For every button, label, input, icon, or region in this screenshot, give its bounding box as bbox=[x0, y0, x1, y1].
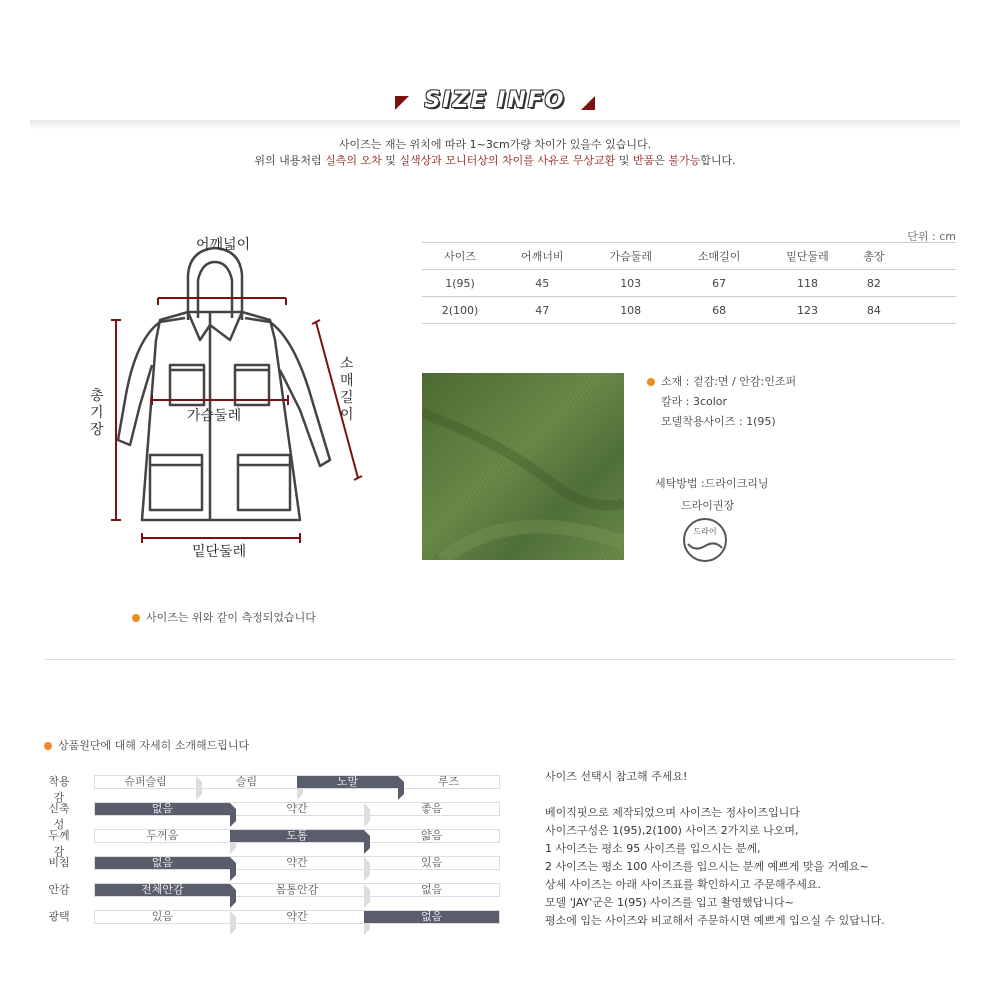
header-cell: 밑단둘레 bbox=[786, 250, 829, 263]
note-line: 모델 'JAY'군은 1(95) 사이즈를 입고 촬영했답니다~ bbox=[545, 896, 794, 909]
size-note bbox=[545, 768, 885, 930]
fabric-attribute-row bbox=[44, 909, 500, 925]
attribute-option: 있음 bbox=[421, 856, 443, 869]
attribute-option-selected: 전체안감 bbox=[95, 884, 230, 896]
fabric-attribute-row bbox=[44, 882, 500, 898]
note-line: 사이즈구성은 1(95),2(100) 사이즈 2가지로 나오며, bbox=[545, 824, 799, 837]
notice-text: 은 bbox=[654, 154, 669, 167]
jacket-diagram bbox=[90, 230, 380, 570]
table-cell: 123 bbox=[797, 303, 819, 317]
notice-emphasis: 실색상과 모니터상의 차이를 사유로 무상교환 bbox=[399, 154, 616, 167]
attribute-label: 광택 bbox=[48, 910, 70, 923]
table-cell: 68 bbox=[712, 303, 727, 317]
fabric-photo bbox=[422, 373, 624, 560]
table-cell: 67 bbox=[712, 276, 727, 290]
wash-recommend: 드라이권장 bbox=[681, 499, 735, 512]
attribute-option: 슬림 bbox=[235, 775, 258, 788]
attribute-option: 좋음 bbox=[421, 802, 443, 815]
unit-label: 단위 : cm bbox=[907, 230, 956, 243]
note-line: 평소에 입는 사이즈와 비교해서 주문하시면 예쁘게 입으실 수 있답니다. bbox=[545, 914, 885, 927]
attribute-scale bbox=[94, 910, 500, 924]
hem-label: 밑단둘레 bbox=[192, 544, 247, 560]
attribute-option-selected: 없음 bbox=[95, 803, 230, 815]
chest-label: 가슴둘레 bbox=[187, 408, 242, 424]
notice-emphasis: 불가능 bbox=[668, 154, 701, 167]
title-triangle-right-icon bbox=[581, 96, 595, 110]
table-cell: 45 bbox=[535, 276, 550, 290]
notice-emphasis: 반품 bbox=[632, 154, 655, 167]
length-label: 총기장 bbox=[90, 388, 104, 438]
jacket-outline bbox=[118, 248, 330, 520]
note-line: 사이즈 선택시 참고해 주세요! bbox=[545, 770, 688, 783]
attribute-label: 비침 bbox=[48, 856, 70, 869]
notice-text: 합니다. bbox=[700, 154, 736, 167]
attribute-option: 몸통안감 bbox=[275, 883, 319, 896]
table-cell: 2(100) bbox=[441, 303, 479, 317]
size-info-title bbox=[0, 84, 990, 118]
section-divider bbox=[45, 659, 955, 660]
attribute-option: 약간 bbox=[286, 802, 308, 815]
table-row bbox=[422, 270, 956, 297]
fabric-attribute-row bbox=[44, 801, 500, 831]
size-table-header bbox=[422, 243, 956, 270]
dry-clean-icon-text: 드라이 bbox=[693, 527, 717, 536]
bullet-dot-icon bbox=[132, 614, 140, 622]
notice-text: 위의 내용처럼 bbox=[254, 154, 326, 167]
attribute-option: 루즈 bbox=[437, 775, 460, 788]
header-cell: 총장 bbox=[863, 250, 885, 263]
attribute-option-selected: 없음 bbox=[364, 911, 499, 923]
attribute-label: 안감 bbox=[48, 883, 70, 896]
bullet-dot-icon bbox=[647, 378, 655, 386]
material-line-1 bbox=[647, 373, 796, 389]
notice-emphasis: 실측의 오차 bbox=[325, 154, 382, 167]
header-cell: 사이즈 bbox=[444, 250, 476, 263]
attribute-option: 약간 bbox=[286, 910, 308, 923]
attribute-option-selected: 없음 bbox=[95, 857, 230, 869]
fabric-texture bbox=[422, 373, 624, 560]
material-text: 소재 : 겉감:면 / 안감:인조퍼 bbox=[661, 375, 797, 388]
measure-note-text: 사이즈는 위와 같이 측정되었습니다 bbox=[146, 611, 316, 624]
note-line: 2 사이즈는 평소 100 사이즈를 입으시는 분께 예쁘게 맞을 거예요~ bbox=[545, 860, 869, 873]
fabric-section-title-text: 상품원단에 대해 자세히 소개해드립니다 bbox=[58, 739, 250, 752]
notice-line-1: 사이즈는 재는 위치에 따라 1~3cm가량 차이가 있을수 있습니다. bbox=[338, 138, 652, 151]
table-cell: 82 bbox=[866, 276, 881, 290]
fabric-attribute-row bbox=[44, 774, 500, 804]
note-line: 상세 사이즈는 아래 사이즈표를 확인하시고 주문해주세요. bbox=[545, 878, 822, 891]
size-table bbox=[422, 242, 956, 324]
notice-text: 및 bbox=[615, 154, 633, 167]
note-line: 1 사이즈는 평소 95 사이즈를 입으시는 분께, bbox=[545, 842, 761, 855]
attribute-option: 슈퍼슬림 bbox=[124, 775, 167, 788]
table-row bbox=[422, 297, 956, 324]
attribute-option: 있음 bbox=[151, 910, 173, 923]
notice-text: 및 bbox=[381, 154, 400, 167]
table-cell: 84 bbox=[866, 303, 881, 317]
attribute-option: 얇음 bbox=[421, 829, 443, 842]
table-cell: 118 bbox=[797, 276, 819, 290]
note-line bbox=[545, 786, 885, 804]
attribute-option-selected: 도톰 bbox=[230, 830, 365, 842]
attribute-scale bbox=[94, 883, 500, 897]
attribute-label: 신축성 bbox=[48, 802, 70, 831]
attribute-option-selected: 노말 bbox=[297, 776, 398, 788]
table-cell: 1(95) bbox=[445, 276, 475, 290]
header-divider bbox=[30, 120, 960, 130]
header-cell: 가슴둘레 bbox=[609, 250, 652, 263]
header-cell: 어깨너비 bbox=[521, 250, 564, 263]
measure-note bbox=[132, 609, 316, 625]
attribute-scale bbox=[94, 829, 500, 843]
wave-icon bbox=[685, 536, 725, 558]
attribute-option: 약간 bbox=[286, 856, 308, 869]
notice-line-2 bbox=[0, 152, 990, 168]
sleeve-label: 소매길이 bbox=[340, 356, 354, 423]
attribute-scale bbox=[94, 775, 500, 789]
wash-method: 세탁방법 :드라이크리닝 bbox=[655, 477, 769, 490]
attribute-scale bbox=[94, 856, 500, 870]
fabric-attribute-row bbox=[44, 855, 500, 871]
attribute-option: 없음 bbox=[421, 883, 443, 896]
header-cell: 소매길이 bbox=[697, 250, 741, 263]
attribute-scale bbox=[94, 802, 500, 816]
table-cell: 108 bbox=[620, 303, 642, 317]
table-cell: 47 bbox=[535, 303, 550, 317]
title-triangle-left-icon bbox=[395, 96, 409, 110]
table-cell: 103 bbox=[620, 276, 642, 290]
shoulder-label: 어깨넓이 bbox=[196, 237, 251, 253]
attribute-label: 착용감 bbox=[48, 775, 70, 804]
title-text: SIZE INFO bbox=[424, 88, 566, 113]
attribute-option: 두꺼움 bbox=[146, 829, 179, 842]
attribute-label: 두께감 bbox=[48, 829, 70, 858]
fabric-attribute-row bbox=[44, 828, 500, 858]
bullet-dot-icon bbox=[44, 742, 52, 750]
material-line-2: 칼라 : 3color bbox=[661, 395, 728, 408]
note-line: 베이직핏으로 제작되었으며 사이즈는 정사이즈입니다 bbox=[545, 806, 800, 819]
dry-clean-icon bbox=[683, 518, 727, 562]
material-line-3: 모델착용사이즈 : 1(95) bbox=[661, 415, 776, 428]
fabric-section-title bbox=[44, 737, 249, 753]
